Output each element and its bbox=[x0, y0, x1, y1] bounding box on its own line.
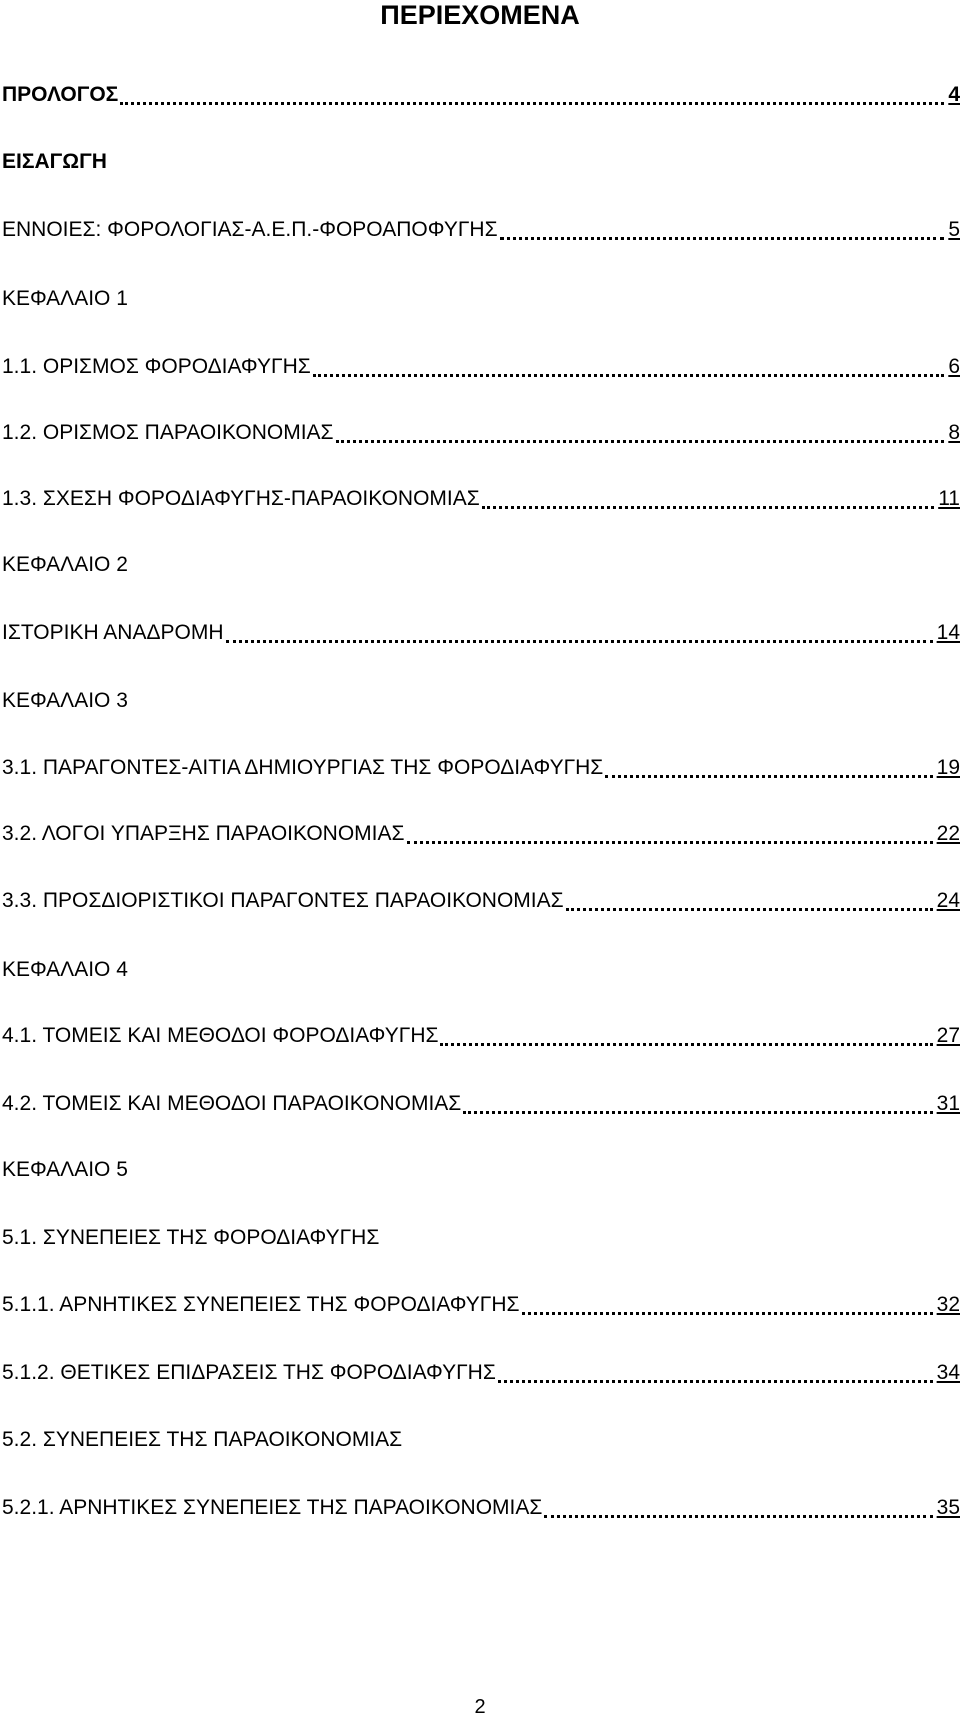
dot-leader bbox=[498, 1380, 933, 1383]
toc-entry bbox=[2, 144, 960, 174]
toc-entry-page-number[interactable]: 34 bbox=[936, 1361, 960, 1384]
toc-entry[interactable] bbox=[2, 1490, 960, 1520]
dot-leader bbox=[313, 374, 945, 377]
dot-leader bbox=[120, 102, 944, 105]
toc-entry-page-number[interactable]: 32 bbox=[936, 1293, 960, 1316]
toc-entry-page-number[interactable]: 22 bbox=[936, 822, 960, 845]
toc-entry bbox=[2, 1152, 960, 1182]
dot-leader bbox=[522, 1312, 933, 1315]
toc-entry bbox=[2, 952, 960, 982]
toc-entry-label: ΚΕΦΑΛΑΙΟ 2 bbox=[2, 553, 128, 576]
toc-entry-label: 3.3. ΠΡΟΣΔΙΟΡΙΣΤΙΚΟΙ ΠΑΡΑΓΟΝΤΕΣ ΠΑΡΑΟΙΚΟΝΟΜΙΑΣ bbox=[2, 889, 564, 912]
toc-entry-label: 5.1. ΣΥΝΕΠΕΙΕΣ ΤΗΣ ΦΟΡΟΔΙΑΦΥΓΗΣ bbox=[2, 1226, 380, 1249]
toc-entry[interactable] bbox=[2, 415, 960, 445]
toc-entry-label: ΚΕΦΑΛΑΙΟ 5 bbox=[2, 1158, 128, 1181]
toc-entry-label: ΠΡΟΛΟΓΟΣ bbox=[2, 83, 119, 106]
toc-entry bbox=[2, 1220, 960, 1250]
toc-entry bbox=[2, 547, 960, 577]
toc-entry[interactable] bbox=[2, 816, 960, 846]
toc-entry-label: 1.1. ΟΡΙΣΜΟΣ ΦΟΡΟΔΙΑΦΥΓΗΣ bbox=[2, 355, 311, 378]
dot-leader bbox=[605, 775, 932, 778]
dot-leader bbox=[440, 1043, 932, 1046]
toc-entry-label: ΕΙΣΑΓΩΓΗ bbox=[2, 150, 107, 173]
toc-entry[interactable] bbox=[2, 77, 960, 107]
toc-entry-page-number[interactable]: 6 bbox=[948, 355, 960, 378]
toc-entry[interactable] bbox=[2, 615, 960, 645]
toc-entry-page-number[interactable]: 8 bbox=[948, 421, 960, 444]
toc-entry-label: 5.2.1. ΑΡΝΗΤΙΚΕΣ ΣΥΝΕΠΕΙΕΣ ΤΗΣ ΠΑΡΑΟΙΚΟΝΟΜΙΑΣ bbox=[2, 1496, 543, 1519]
toc-entry-label: 5.1.1. ΑΡΝΗΤΙΚΕΣ ΣΥΝΕΠΕΙΕΣ ΤΗΣ ΦΟΡΟΔΙΑΦΥΓΗΣ bbox=[2, 1293, 520, 1316]
toc-entry-label: ΙΣΤΟΡΙΚΗ ΑΝΑΔΡΟΜΗ bbox=[2, 621, 224, 644]
toc-entry bbox=[2, 1422, 960, 1452]
toc-entry[interactable] bbox=[2, 883, 960, 913]
toc-entry-label: 5.2. ΣΥΝΕΠΕΙΕΣ ΤΗΣ ΠΑΡΑΟΙΚΟΝΟΜΙΑΣ bbox=[2, 1428, 403, 1451]
toc-entry-label: 3.2. ΛΟΓΟΙ ΥΠΑΡΞΗΣ ΠΑΡΑΟΙΚΟΝΟΜΙΑΣ bbox=[2, 822, 405, 845]
toc-entry-page-number[interactable]: 4 bbox=[948, 83, 960, 106]
toc-entry[interactable] bbox=[2, 1018, 960, 1048]
toc-entry bbox=[2, 281, 960, 311]
toc-entry-page-number[interactable]: 35 bbox=[936, 1496, 960, 1519]
toc-entry-label: 5.1.2. ΘΕΤΙΚΕΣ ΕΠΙΔΡΑΣΕΙΣ ΤΗΣ ΦΟΡΟΔΙΑΦΥΓΗΣ bbox=[2, 1361, 496, 1384]
toc-entry-label: 3.1. ΠΑΡΑΓΟΝΤΕΣ-ΑΙΤΙΑ ΔΗΜΙΟΥΡΓΙΑΣ ΤΗΣ ΦΟΡΟΔΙΑΦΥΓΗΣ bbox=[2, 756, 604, 779]
toc-entry-page-number[interactable]: 31 bbox=[936, 1092, 960, 1115]
toc-entry[interactable] bbox=[2, 750, 960, 780]
toc-entry-label: 1.2. ΟΡΙΣΜΟΣ ΠΑΡΑΟΙΚΟΝΟΜΙΑΣ bbox=[2, 421, 334, 444]
toc-entry-label: ΚΕΦΑΛΑΙΟ 4 bbox=[2, 958, 128, 981]
toc-entry-label: 4.1. ΤΟΜΕΙΣ ΚΑΙ ΜΕΘΟΔΟΙ ΦΟΡΟΔΙΑΦΥΓΗΣ bbox=[2, 1024, 439, 1047]
toc-entry-label: ΚΕΦΑΛΑΙΟ 1 bbox=[2, 287, 128, 310]
dot-leader bbox=[463, 1111, 932, 1114]
dot-leader bbox=[407, 841, 933, 844]
toc-entry-page-number[interactable]: 19 bbox=[936, 756, 960, 779]
toc-entry-label: ΚΕΦΑΛΑΙΟ 3 bbox=[2, 689, 128, 712]
toc-entry-page-number[interactable]: 24 bbox=[936, 889, 960, 912]
toc-entry bbox=[2, 683, 960, 713]
toc-entry-page-number[interactable]: 11 bbox=[938, 487, 960, 510]
dot-leader bbox=[482, 506, 934, 509]
toc-entry[interactable] bbox=[2, 481, 960, 511]
toc-entry[interactable] bbox=[2, 1287, 960, 1317]
toc-entry[interactable] bbox=[2, 349, 960, 379]
toc-entry[interactable] bbox=[2, 1355, 960, 1385]
toc-entry-page-number[interactable]: 14 bbox=[936, 621, 960, 644]
toc-entry[interactable] bbox=[2, 1086, 960, 1116]
dot-leader bbox=[336, 440, 945, 443]
toc-entry-page-number[interactable]: 5 bbox=[948, 218, 960, 241]
dot-leader bbox=[226, 640, 933, 643]
toc-entry-label: ΕΝΝΟΙΕΣ: ΦΟΡΟΛΟΓΙΑΣ-Α.Ε.Π.-ΦΟΡΟΑΠΟΦΥΓΗΣ bbox=[2, 218, 498, 241]
dot-leader bbox=[500, 237, 945, 240]
toc-entry[interactable] bbox=[2, 212, 960, 242]
footer-page-number: 2 bbox=[474, 1696, 486, 1718]
toc-entry-page-number[interactable]: 27 bbox=[936, 1024, 960, 1047]
toc-entry-label: 4.2. ΤΟΜΕΙΣ ΚΑΙ ΜΕΘΟΔΟΙ ΠΑΡΑΟΙΚΟΝΟΜΙΑΣ bbox=[2, 1092, 462, 1115]
toc-entry-label: 1.3. ΣΧΕΣΗ ΦΟΡΟΔΙΑΦΥΓΗΣ-ΠΑΡΑΟΙΚΟΝΟΜΙΑΣ bbox=[2, 487, 480, 510]
dot-leader bbox=[566, 908, 933, 911]
toc-title: ΠΕΡΙΕΧΟΜΕΝΑ bbox=[380, 0, 580, 30]
dot-leader bbox=[544, 1515, 932, 1518]
